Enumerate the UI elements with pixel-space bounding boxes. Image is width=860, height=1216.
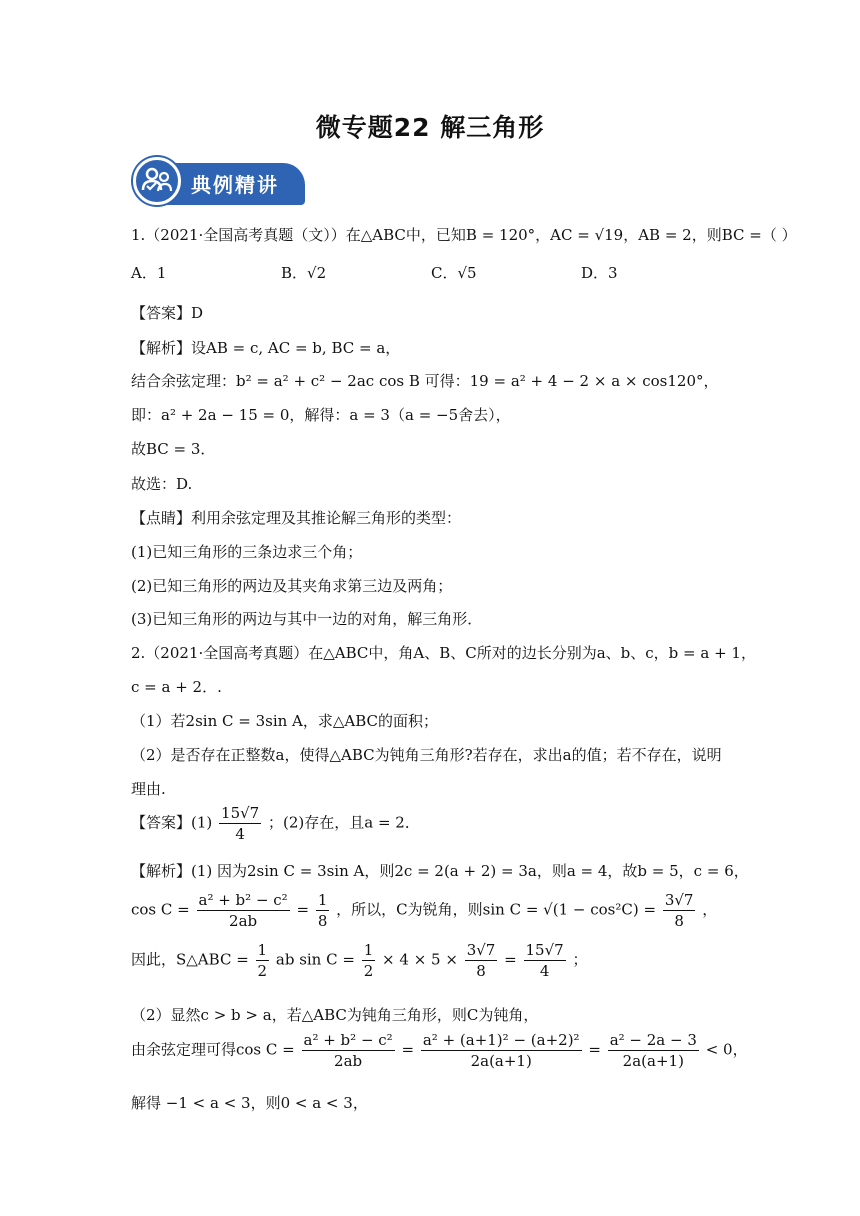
denominator: 8 bbox=[476, 962, 486, 980]
q1-analysis-line: 即：a² + 2a − 15 = 0，解得：a = 3（a = −5舍去）， bbox=[131, 406, 511, 424]
fraction bbox=[465, 940, 498, 981]
denominator: 4 bbox=[539, 962, 550, 980]
denominator: 8 bbox=[317, 912, 328, 930]
section-banner bbox=[133, 157, 305, 205]
people-icon bbox=[133, 157, 181, 205]
q2-part2-line1: （2）是否存在正整数a，使得△ABC为钝角三角形?若存在，求出a的值；若不存在，说明 bbox=[131, 746, 722, 764]
text: × 4 × 5 × bbox=[382, 950, 458, 969]
denominator: 2 bbox=[363, 962, 374, 980]
numerator: a² + (a+1)² − (a+2)² bbox=[422, 1031, 580, 1049]
numerator: 15√7 bbox=[525, 941, 564, 959]
equals: = bbox=[588, 1040, 601, 1059]
numerator: 1 bbox=[317, 891, 328, 909]
banner-label: 典例精讲 bbox=[191, 173, 279, 197]
text: 由余弦定理可得cos C = bbox=[131, 1040, 295, 1059]
q2-solution-line1: 【解析】(1) 因为2sin C = 3sin A，则2c = 2(a + 2) = 3a，则a = 4，故b = 5，c = 6， bbox=[131, 862, 749, 880]
text: ； bbox=[572, 950, 588, 969]
q1-option-b: B．√2 bbox=[281, 264, 327, 282]
q2-part1: （1）若2sin C = 3sin A，求△ABC的面积； bbox=[131, 712, 439, 730]
numerator: a² + b² − c² bbox=[303, 1031, 393, 1049]
numerator: 1 bbox=[257, 941, 268, 959]
q2-stem-line1: 2.（2021·全国高考真题）在△ABC中，角A、B、C所对的边长分别为a、b、c，b = a + 1， bbox=[131, 644, 756, 662]
numerator: 3√7 bbox=[466, 941, 496, 959]
q1-analysis-line: 结合余弦定理：b² = a² + c² − 2ac cos B 可得：19 = a² + 4 − 2 × a × cos120°， bbox=[131, 372, 719, 390]
fraction bbox=[663, 890, 696, 931]
equals: = bbox=[296, 900, 310, 919]
cos-c-prefix: cos C = bbox=[131, 900, 190, 919]
q1-analysis-line: 故选：D. bbox=[131, 475, 193, 493]
text: ， bbox=[702, 900, 718, 919]
fraction bbox=[608, 1030, 699, 1071]
q1-analysis-line: 故BC = 3． bbox=[131, 440, 216, 458]
page-title: 微专题22 解三角形 bbox=[315, 113, 545, 142]
equals: = bbox=[401, 1040, 415, 1059]
q1-tips-line: 【点睛】利用余弦定理及其推论解三角形的类型： bbox=[131, 509, 462, 527]
q2-solution-line6: 解得 −1 < a < 3，则0 < a < 3， bbox=[131, 1094, 368, 1112]
denominator: 2 bbox=[257, 962, 268, 980]
fraction bbox=[316, 890, 330, 931]
answer-suffix: ；(2)存在，且a = 2． bbox=[268, 813, 420, 832]
q1-tips-line: (3)已知三角形的两边与其中一边的对角，解三角形． bbox=[131, 610, 483, 628]
denominator: 2a(a+1) bbox=[622, 1052, 684, 1070]
denominator: 2a(a+1) bbox=[470, 1052, 532, 1070]
numerator: 15√7 bbox=[221, 804, 260, 822]
q2-solution-line2 bbox=[131, 890, 717, 931]
fraction bbox=[256, 940, 270, 981]
denominator: 4 bbox=[235, 825, 245, 843]
text: < 0， bbox=[705, 1040, 748, 1059]
denominator: 2ab bbox=[229, 912, 258, 930]
equals: = bbox=[504, 950, 517, 969]
q1-option-c: C．√5 bbox=[431, 264, 477, 282]
fraction bbox=[197, 890, 290, 931]
q1-analysis-line: 【解析】设AB = c, AC = b, BC = a， bbox=[131, 339, 401, 357]
numerator: a² − 2a − 3 bbox=[609, 1031, 697, 1049]
fraction bbox=[302, 1030, 395, 1071]
q1-tips-line: (1)已知三角形的三条边求三个角； bbox=[131, 543, 363, 561]
fraction bbox=[362, 940, 376, 981]
q2-stem-line2: c = a + 2．. bbox=[131, 678, 222, 696]
q1-tips-line: (2)已知三角形的两边及其夹角求第三边及两角； bbox=[131, 577, 453, 595]
q2-solution-line5 bbox=[131, 1030, 748, 1071]
fraction bbox=[219, 803, 261, 844]
fraction bbox=[524, 940, 566, 981]
denominator: 2ab bbox=[334, 1052, 363, 1070]
text: ，所以，C为锐角，则sin C = √(1 − cos²C) = bbox=[336, 900, 657, 919]
q2-part2-line2: 理由. bbox=[131, 780, 166, 798]
q1-stem: 1.（2021·全国高考真题（文））在△ABC中，已知B = 120°，AC = √19，AB = 2，则BC =（ ） bbox=[131, 226, 797, 244]
numerator: a² + b² − c² bbox=[198, 891, 288, 909]
answer-prefix: 【答案】(1) bbox=[131, 813, 213, 832]
q1-option-a: A．1 bbox=[131, 264, 167, 282]
text: ab sin C = bbox=[275, 950, 355, 969]
numerator: 1 bbox=[363, 941, 374, 959]
numerator: 3√7 bbox=[664, 891, 694, 909]
q2-solution-line3 bbox=[131, 940, 588, 981]
q2-solution-line4: （2）显然c > b > a，若△ABC为钝角三角形，则C为钝角， bbox=[131, 1006, 539, 1024]
q1-option-d: D．3 bbox=[581, 264, 618, 282]
q1-answer: 【答案】D bbox=[131, 304, 204, 322]
denominator: 8 bbox=[674, 912, 684, 930]
q2-answer bbox=[131, 803, 420, 844]
fraction bbox=[421, 1030, 582, 1071]
text: 因此，S△ABC = bbox=[131, 950, 249, 969]
